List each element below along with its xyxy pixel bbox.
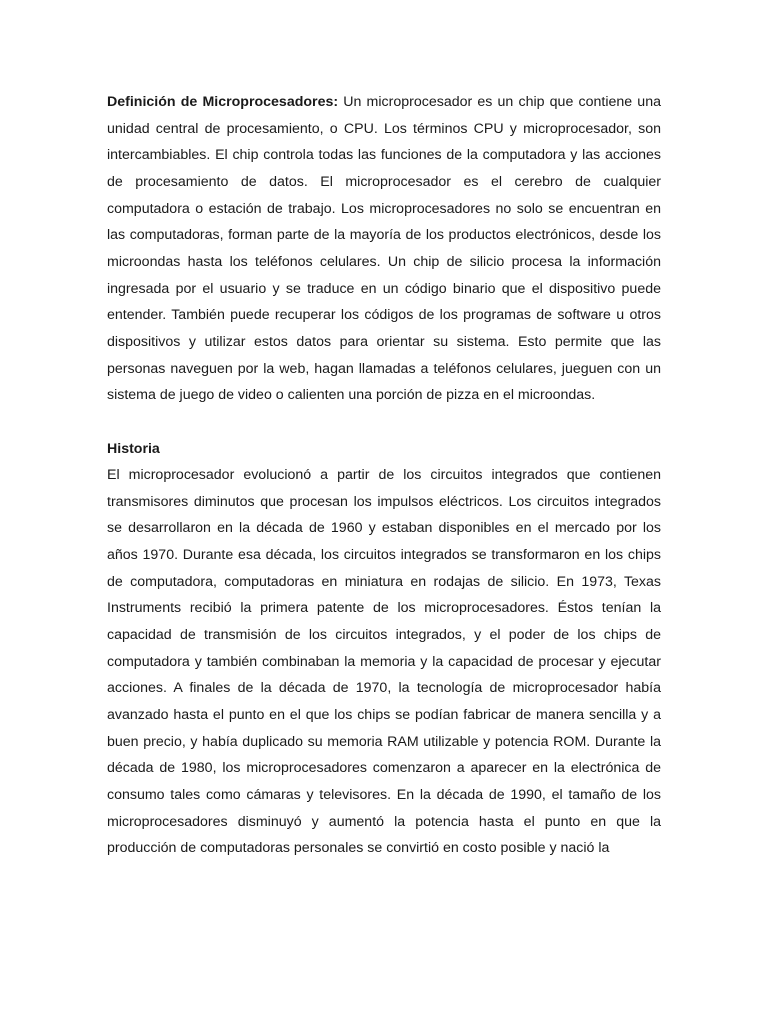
definition-text: Un microprocesador es un chip que contiene una unidad central de procesamiento, o CPU. Los términos CPU y microprocesador, son intercambiables. El chip controla todas las funciones de la computadora y las acciones de procesamiento de datos. El microprocesador es el cerebro de cualquier computadora o estación de trabajo. Los microprocesadores no solo se encuentran en las computadoras, forman parte de la mayoría de los productos electrónicos, desde los microondas hasta los teléfonos celulares. Un chip de silicio procesa la información ingresada por el usuario y se traduce en un código binario que el dispositivo puede entender. También puede recuperar los códigos de los programas de software u otros dispositivos y utilizar estos datos para orientar su sistema. Esto permite que las personas naveguen por la web, hagan llamadas a teléfonos celulares, jueguen con un sistema de juego de video o calienten una porción de pizza en el microondas. bbox=[107, 94, 661, 404]
definition-term: Definición de Microprocesadores: bbox=[107, 94, 339, 110]
document-body bbox=[107, 89, 661, 862]
definition-paragraph bbox=[107, 89, 661, 409]
section-heading-historia: Historia bbox=[107, 440, 160, 457]
history-paragraph: El microprocesador evolucionó a partir de los circuitos integrados que contienen transmisores diminutos que procesan los impulsos eléctricos. Los circuitos integrados se desarrollaron en la década de 1960 y estaban disponibles en el mercado por los años 1970. Durante esa década, los circuitos integrados se transformaron en los chips de computadora, computadoras en miniatura en rodajas de silicio. En 1973, Texas Instruments recibió la primera patente de los microprocesadores. Éstos tenían la capacidad de transmisión de los circuitos integrados, y el poder de los chips de computadora y también combinaban la memoria y la capacidad de procesar y ejecutar acciones. A finales de la década de 1970, la tecnología de microprocesador había avanzado hasta el punto en el que los chips se podían fabricar de manera sencilla y a buen precio, y había duplicado su memoria RAM utilizable y potencia ROM. Durante la década de 1980, los microprocesadores comenzaron a aparecer en la electrónica de consumo tales como cámaras y televisores. En la década de 1990, el tamaño de los microprocesadores disminuyó y aumentó la potencia hasta el punto en que la producción de computadoras personales se convirtió en costo posible y nació la bbox=[107, 467, 661, 857]
